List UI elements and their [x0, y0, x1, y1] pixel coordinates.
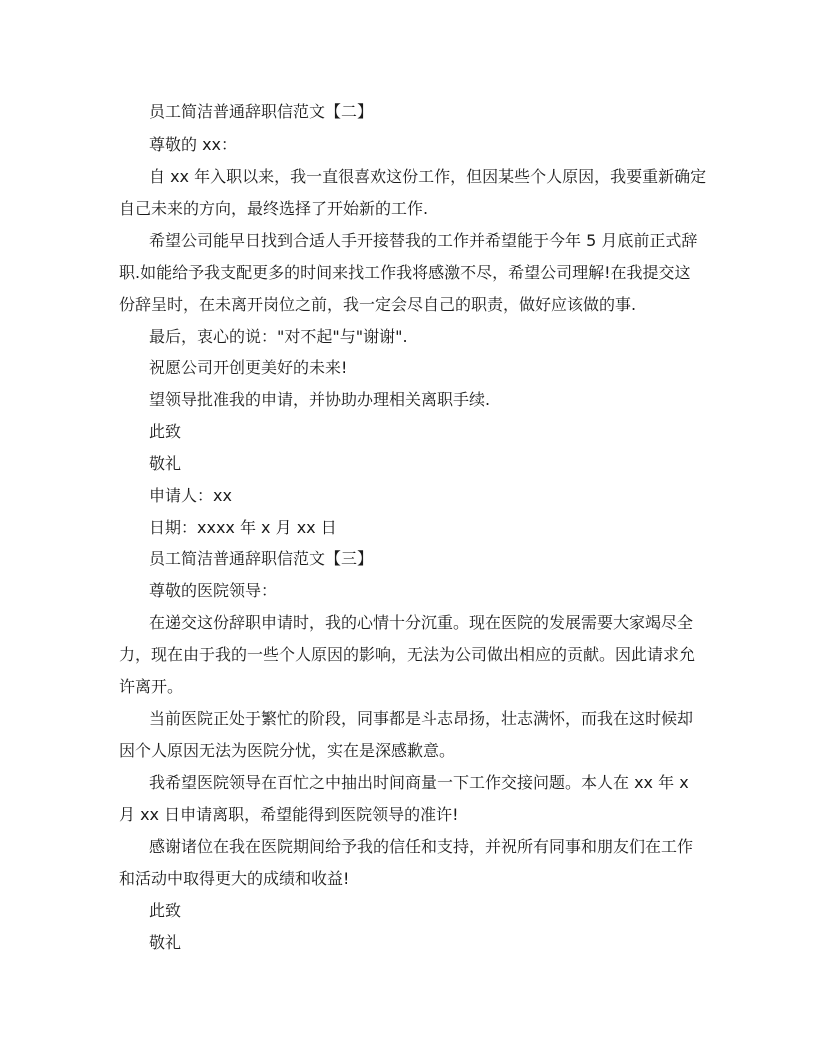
- section-title: 员工简洁普通辞职信范文【二】: [149, 102, 374, 121]
- paragraph-line: 力，现在由于我的一些个人原因的影响，无法为公司做出相应的贡献。因此请求允: [119, 645, 696, 664]
- closing-line: 此致: [149, 901, 182, 920]
- salutation: 尊敬的医院领导：: [149, 581, 278, 600]
- paragraph-line: 祝愿公司开创更美好的未来!: [149, 358, 348, 377]
- closing-line: 此致: [149, 422, 182, 441]
- paragraph-line: 因个人原因无法为医院分忧，实在是深感歉意。: [119, 741, 456, 760]
- paragraph-line: 当前医院正处于繁忙的阶段，同事都是斗志昂扬，壮志满怀，而我在这时候却: [149, 709, 694, 728]
- date-line: 日期：xxxx 年 x 月 xx 日: [149, 518, 337, 537]
- paragraph-line: 份辞呈时，在未离开岗位之前，我一定会尽自己的职责，做好应该做的事.: [119, 295, 637, 314]
- salutation: 尊敬的 xx：: [149, 135, 238, 154]
- paragraph-line: 最后，衷心的说："对不起"与"谢谢".: [149, 327, 408, 346]
- section-title: 员工简洁普通辞职信范文【三】: [149, 549, 374, 568]
- paragraph-line: 职.如能给予我支配更多的时间来找工作我将感激不尽，希望公司理解!在我提交这: [119, 263, 691, 282]
- closing-line: 敬礼: [149, 454, 182, 473]
- paragraph-line: 自 xx 年入职以来，我一直很喜欢这份工作，但因某些个人原因，我要重新确定: [149, 167, 707, 186]
- closing-line: 敬礼: [149, 933, 182, 952]
- applicant-line: 申请人：xx: [149, 486, 232, 505]
- paragraph-line: 在递交这份辞职申请时，我的心情十分沉重。现在医院的发展需要大家竭尽全: [149, 613, 694, 632]
- paragraph-line: 望领导批准我的申请，并协助办理相关离职手续.: [149, 390, 491, 409]
- paragraph-line: 希望公司能早日找到合适人手开接替我的工作并希望能于今年 5 月底前正式辞: [149, 231, 698, 250]
- paragraph-line: 月 xx 日申请离职，希望能得到医院领导的准许!: [119, 805, 459, 824]
- paragraph-line: 我希望医院领导在百忙之中抽出时间商量一下工作交接问题。本人在 xx 年 x: [149, 773, 689, 792]
- paragraph-line: 和活动中取得更大的成绩和收益!: [119, 869, 350, 888]
- paragraph-line: 许离开。: [119, 677, 184, 696]
- paragraph-line: 自己未来的方向，最终选择了开始新的工作.: [119, 199, 429, 218]
- paragraph-line: 感谢诸位在我在医院期间给予我的信任和支持，并祝所有同事和朋友们在工作: [149, 837, 694, 856]
